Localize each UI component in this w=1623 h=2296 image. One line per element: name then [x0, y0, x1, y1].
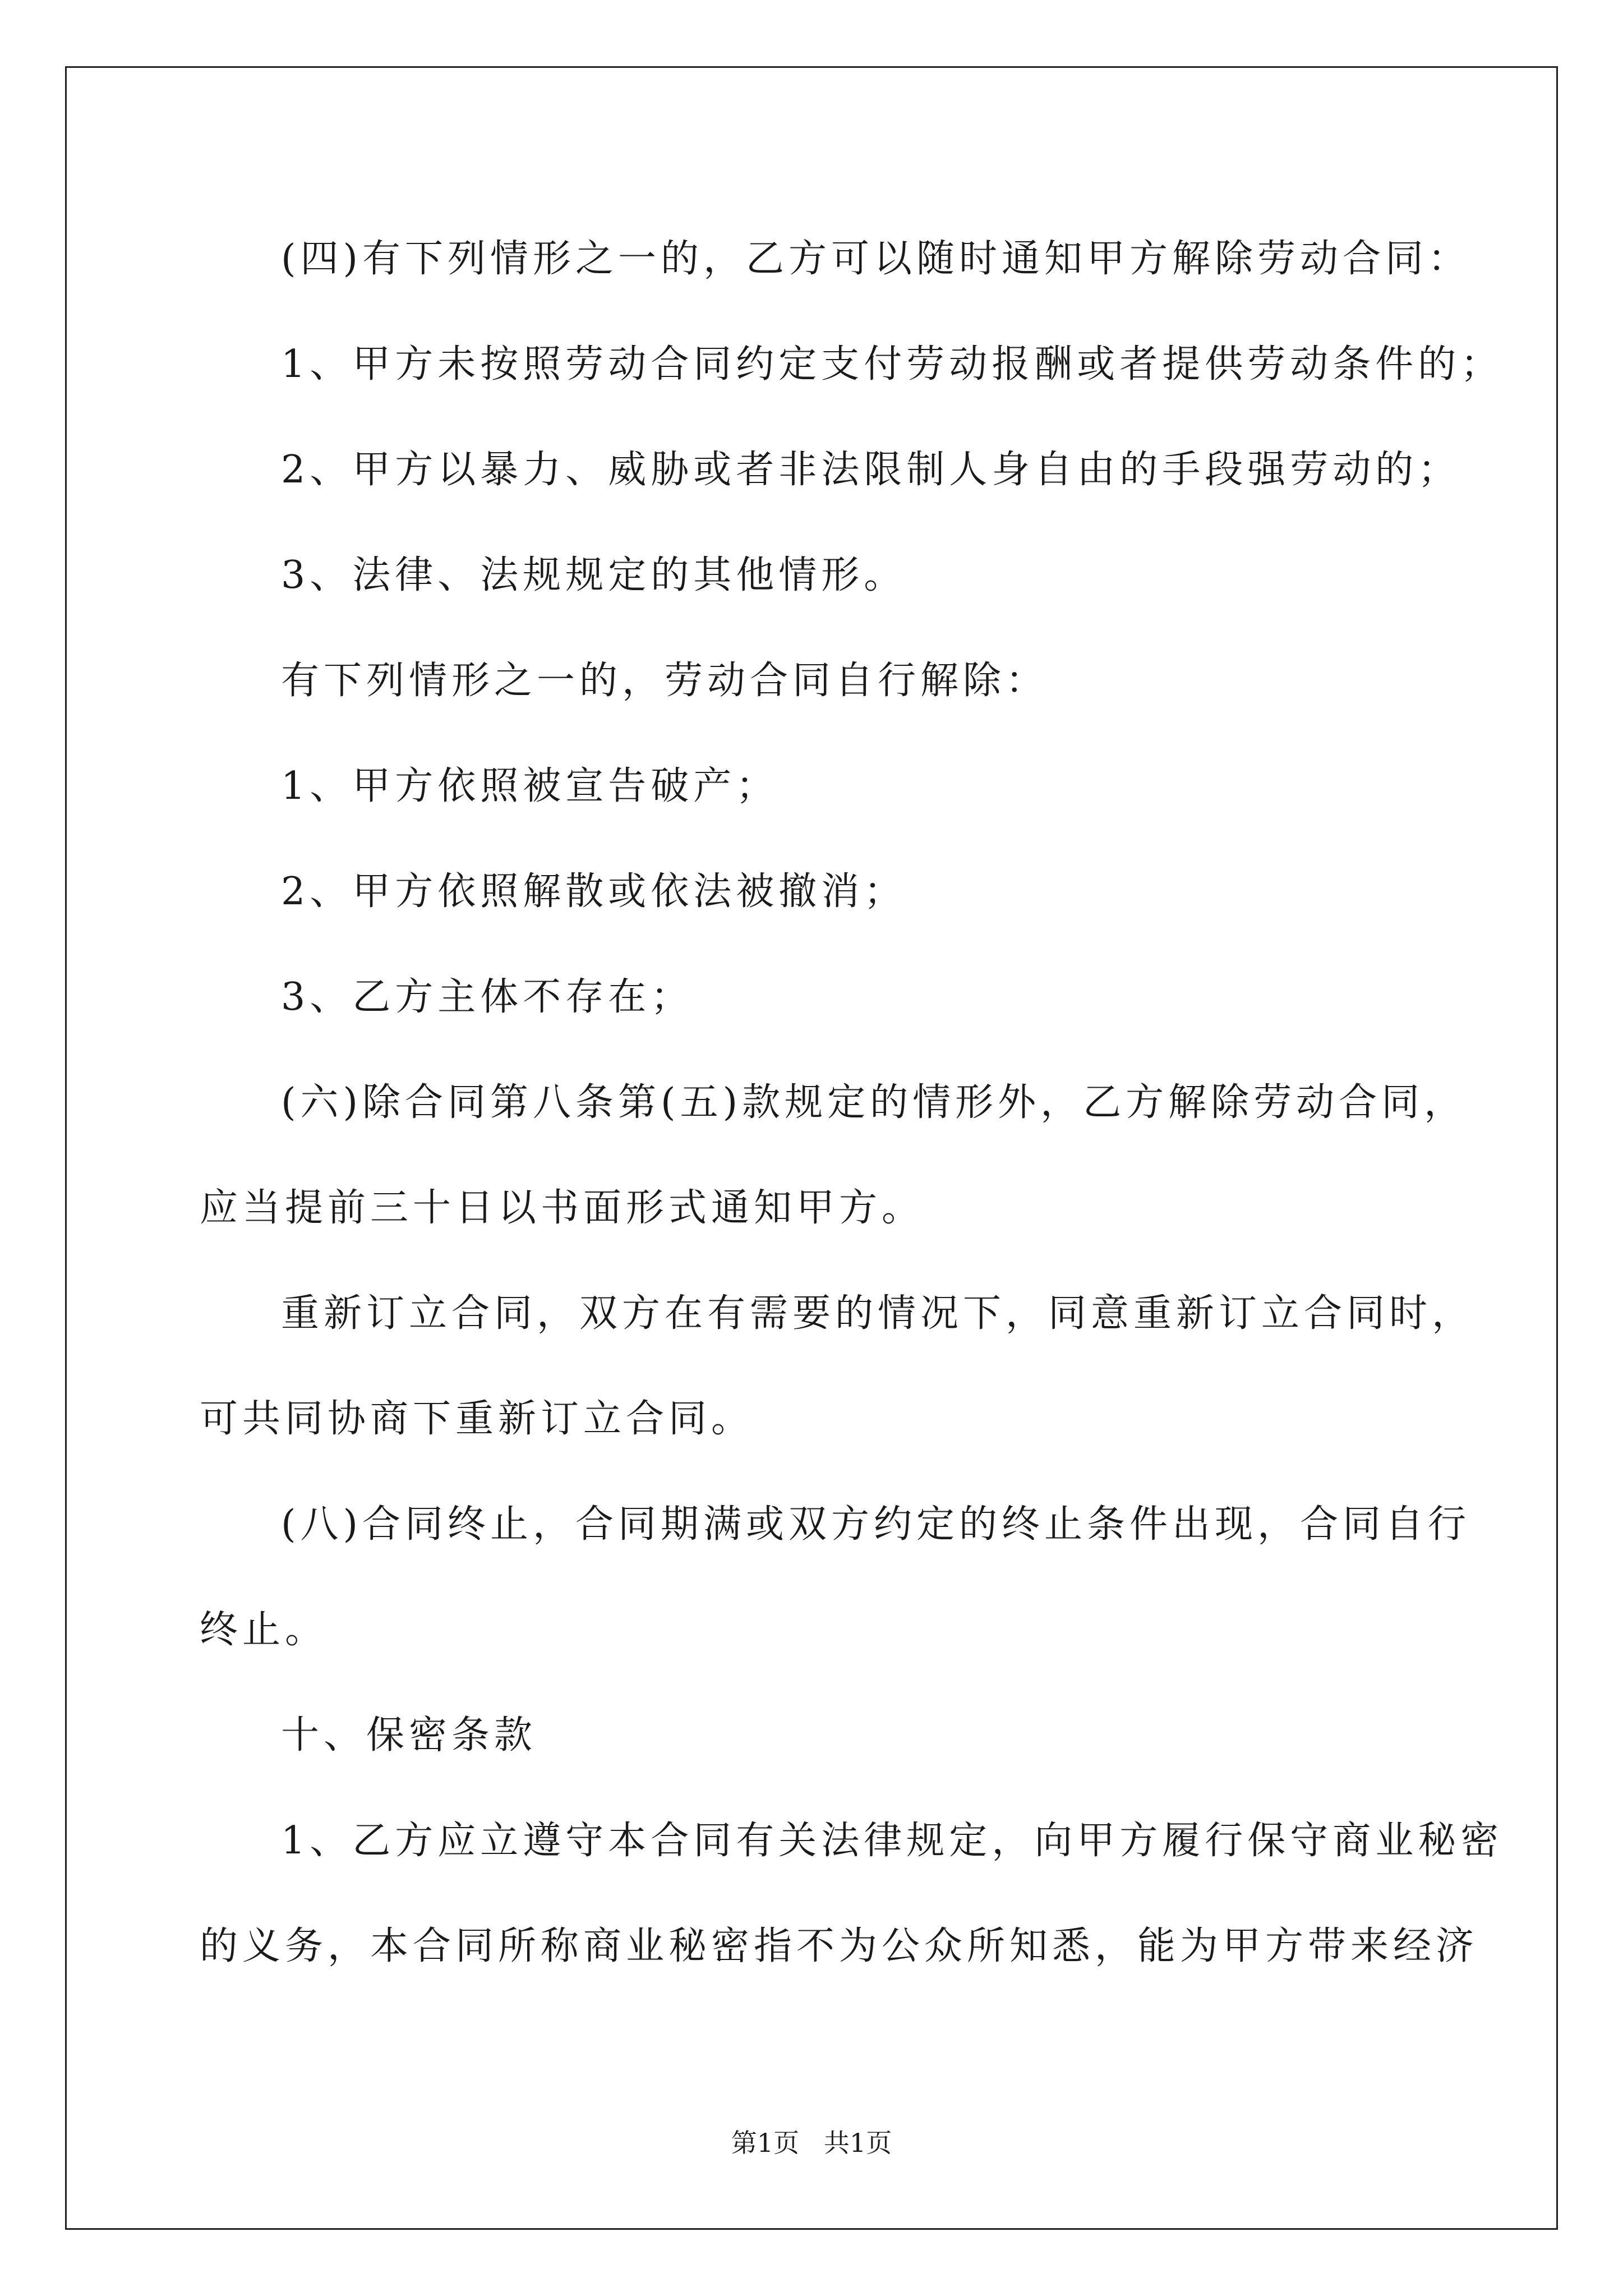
document-body [200, 206, 1504, 1999]
paragraph-line: 1、乙方应立遵守本合同有关法律规定，向甲方履行保守商业秘密 [281, 1819, 1504, 1863]
paragraph-line: 3、法律、法规规定的其他情形。 [281, 553, 907, 597]
paragraph-line: 3、乙方主体不存在； [281, 975, 694, 1019]
paragraph-line: (六)除合同第八条第(五)款规定的情形外，乙方解除劳动合同， [281, 1080, 1467, 1125]
paragraph-line: 十、保密条款 [281, 1713, 537, 1757]
paragraph-line: 1、甲方未按照劳动合同约定支付劳动报酬或者提供劳动条件的； [281, 342, 1504, 386]
paragraph-continuation-line: 的义务，本合同所称商业秘密指不为公众所知悉，能为甲方带来经济 [200, 1924, 1479, 1968]
paragraph-line: (四)有下列情形之一的，乙方可以随时通知甲方解除劳动合同： [281, 237, 1471, 281]
paragraph-line: 有下列情形之一的，劳动合同自行解除： [281, 659, 1049, 703]
paragraph-line: 重新订立合同，双方在有需要的情况下，同意重新订立合同时， [281, 1291, 1475, 1336]
page-footer: 第1页 共1页 [731, 2128, 892, 2158]
paragraph-line: 1、甲方依照被宣告破产； [281, 764, 779, 808]
paragraph-line: 2、甲方依照解散或依法被撤消； [281, 869, 907, 914]
paragraph-line: 2、甲方以暴力、威胁或者非法限制人身自由的手段强劳动的； [281, 448, 1461, 492]
paragraph-line: (八)合同终止，合同期满或双方约定的终止条件出现，合同自行 [281, 1502, 1471, 1547]
paragraph-continuation-line: 可共同协商下重新订立合同。 [200, 1397, 754, 1441]
paragraph-continuation-line: 终止。 [200, 1608, 328, 1652]
paragraph-continuation-line: 应当提前三十日以书面形式通知甲方。 [200, 1186, 925, 1230]
